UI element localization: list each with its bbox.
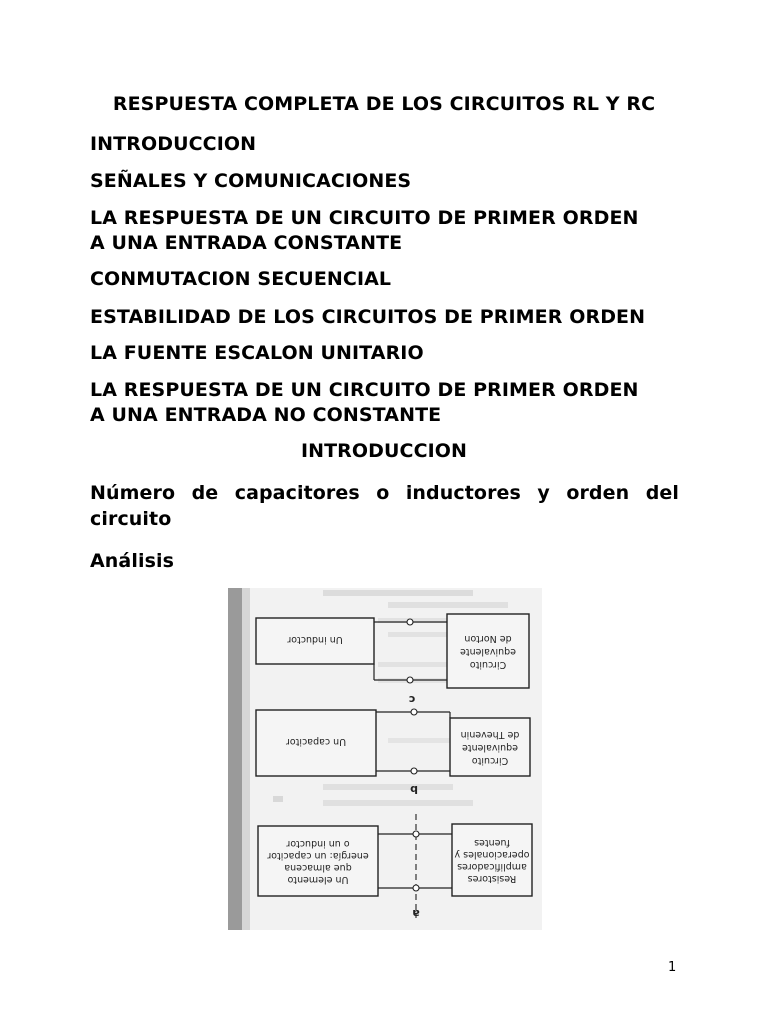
terminal-node [411,709,417,715]
toc-item-introduccion: INTRODUCCION [90,133,257,155]
resistors-label-line2: amplificadores [457,861,527,872]
scan-edge-gradient [242,588,250,930]
thevenin-label-line3: de Thevenin [460,729,520,740]
resistors-label-line4: fuentes [474,837,510,848]
toc-item-respuesta-no-constante-line1: LA RESPUESTA DE UN CIRCUITO DE PRIMER ORDEN [90,379,639,401]
energy-label-line2: que almacena [284,862,352,873]
intro-paragraph: Número de capacitores o inductores y orden del circuito [90,482,679,530]
capacitor-label: Un capacitor [285,736,347,747]
panel-a-label: a [412,907,420,920]
terminal-node [407,619,413,625]
analysis-heading: Análisis [90,550,175,572]
norton-label-line2: equivalente [459,646,517,657]
circuit-figure [228,588,542,930]
terminal-node [413,831,419,837]
terminal-node [411,768,417,774]
panel-b-label: b [410,783,418,796]
toc-item-escalon: LA FUENTE ESCALON UNITARIO [90,342,424,364]
resistors-label-line3: operacionales y [454,849,530,860]
toc-item-respuesta-constante-line1: LA RESPUESTA DE UN CIRCUITO DE PRIMER ORDEN [90,207,639,229]
thevenin-label-line2: equivalente [461,742,519,753]
scan-edge-shadow [228,588,242,930]
toc-item-estabilidad: ESTABILIDAD DE LOS CIRCUITOS DE PRIMER ORDEN [90,306,646,328]
toc-item-conmutacion: CONMUTACION SECUENCIAL [90,268,392,290]
thevenin-label-line1: Circuito [471,755,509,766]
circuit-diagram [228,588,542,930]
toc-item-respuesta-constante-line2: A UNA ENTRADA CONSTANTE [90,232,403,254]
resistors-label-line1: Resistores [467,873,517,884]
panel-b [256,709,530,796]
terminal-node [413,885,419,891]
norton-label-line1: Circuito [469,659,507,670]
page-number: 1 [668,960,677,975]
panel-c-label: c [408,693,416,706]
document-title: RESPUESTA COMPLETA DE LOS CIRCUITOS RL Y RC [112,93,656,115]
norton-label-line3: de Norton [464,633,512,644]
energy-label-line3: energía: un capacitor [267,850,369,861]
inductor-label: Un inductor [287,634,343,645]
panel-a [258,814,532,920]
panel-c [256,614,529,706]
energy-label-line4: o un inductor [286,838,350,849]
toc-item-respuesta-no-constante-line2: A UNA ENTRADA NO CONSTANTE [90,404,442,426]
section-heading: INTRODUCCION [300,440,468,462]
terminal-node [407,677,413,683]
energy-label-line1: Un elemento [287,874,349,885]
toc-item-senales: SEÑALES Y COMUNICACIONES [90,170,412,192]
